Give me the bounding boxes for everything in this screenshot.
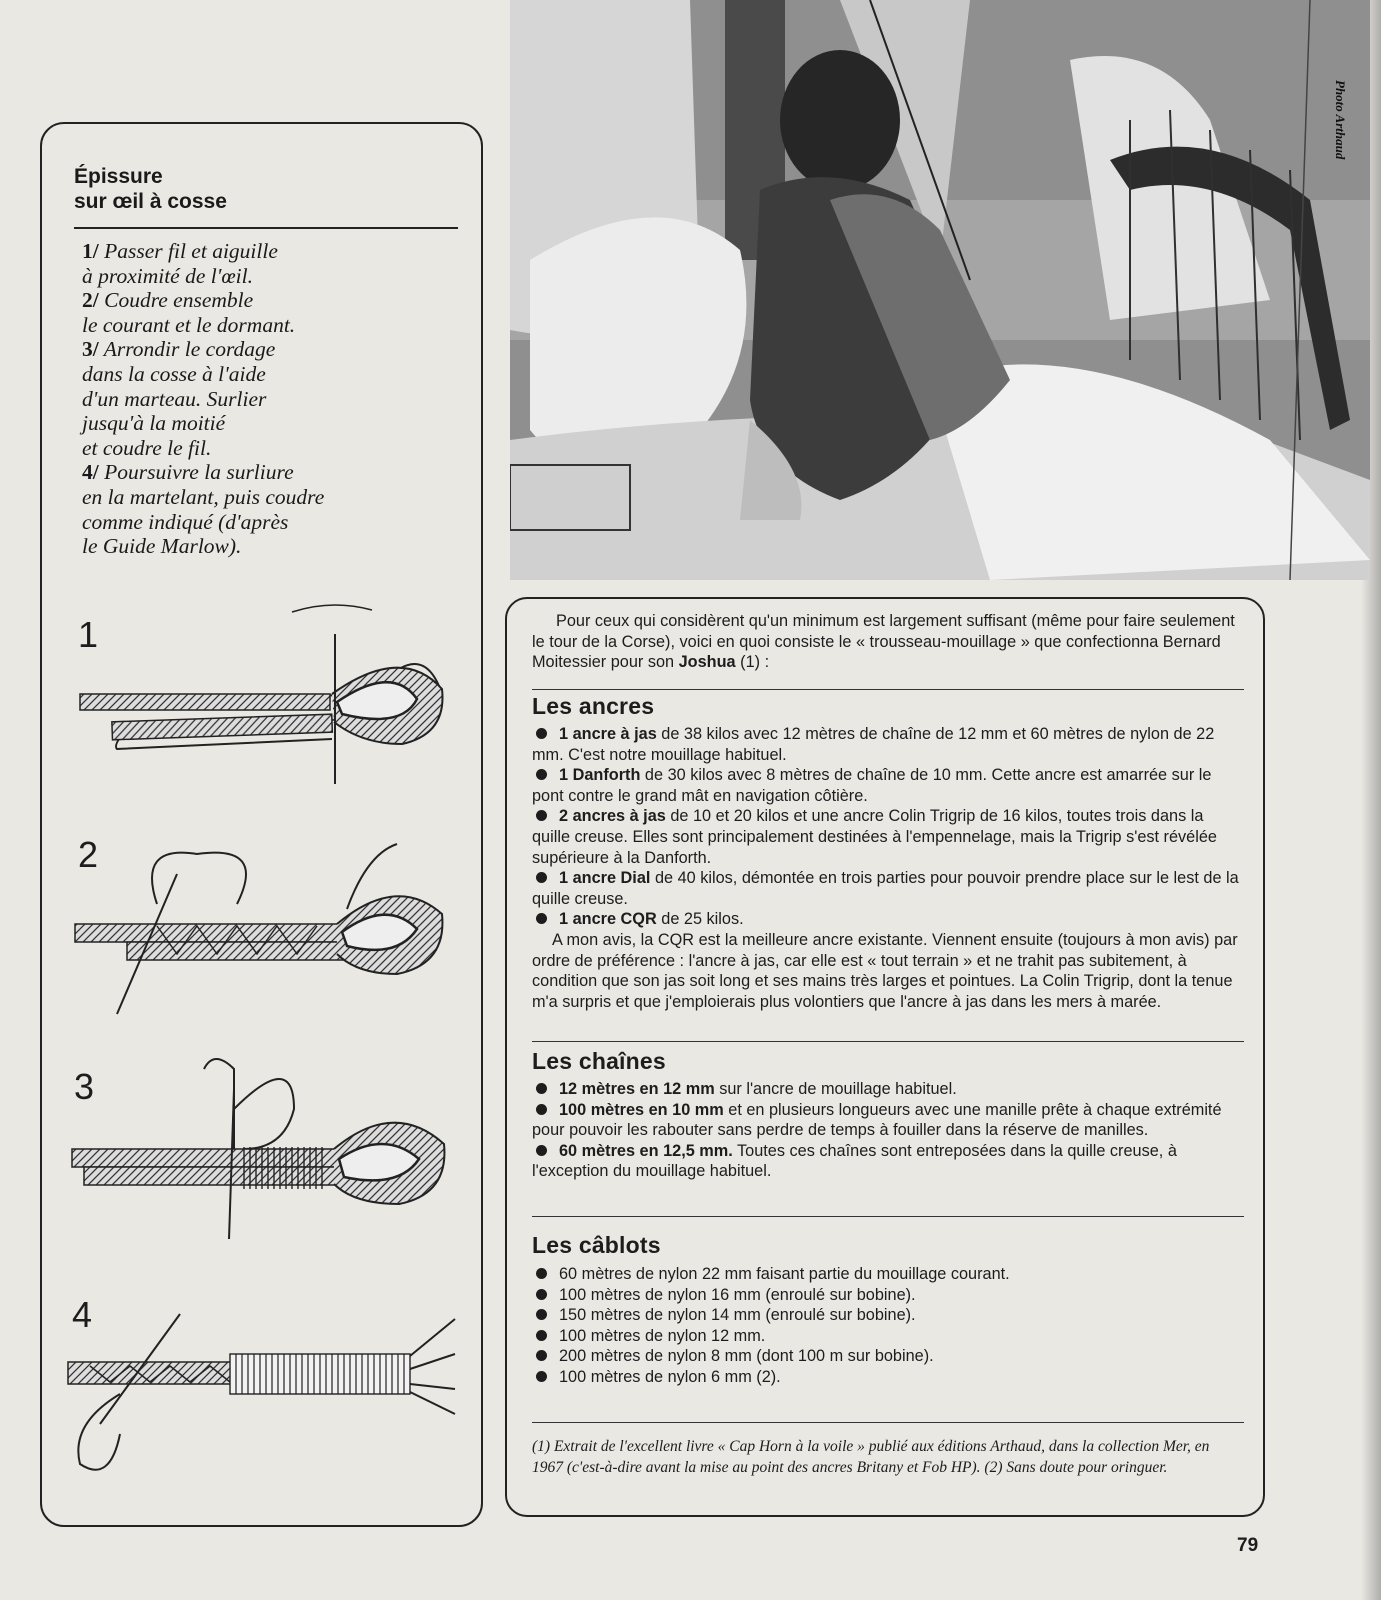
page-number: 79	[1237, 1535, 1259, 1556]
bullet-icon	[536, 1289, 547, 1300]
ancre-item-name: 1 Danforth	[559, 766, 641, 785]
step-4	[82, 460, 422, 558]
bullet-icon	[536, 913, 547, 924]
ancre-item-name: 1 ancre CQR	[559, 910, 657, 929]
ancre-item	[532, 868, 1244, 909]
splice-title-line2: sur œil à cosse	[74, 190, 227, 213]
bullet-icon	[536, 1309, 547, 1320]
chaines-list	[532, 1079, 1244, 1182]
bullet-icon	[536, 1145, 547, 1156]
ancre-item-text: de 25 kilos.	[656, 910, 744, 929]
splice-steps	[82, 239, 422, 559]
divider-footnote	[532, 1422, 1244, 1423]
bullet-icon	[536, 1330, 547, 1341]
cablot-item	[532, 1326, 1244, 1347]
divider-chaines	[532, 1041, 1244, 1042]
chaine-item-name: 60 mètres en 12,5 mm.	[559, 1141, 733, 1160]
cablot-item	[532, 1305, 1244, 1326]
splice-figure-2	[67, 814, 462, 1034]
photo-credit: Photo Arthaud	[1333, 80, 1348, 160]
chaine-item-name: 12 mètres en 12 mm	[559, 1080, 715, 1098]
cablot-item-text: 100 mètres de nylon 6 mm (2).	[559, 1367, 781, 1386]
bullet-icon	[536, 872, 547, 883]
step-2	[82, 288, 422, 337]
ancre-item-text: de 10 et 20 kilos et une ancre Colin Trigrip de 16 kilos, toutes trois dans la quille creuse. Elles sont principalement destinées à l'empennelage, mais la Trigrip s'est révélée supérieure à la Danforth.	[532, 807, 1217, 867]
ancre-item-text: de 38 kilos avec 12 mètres de chaîne de 12 mm et 60 mètres de nylon de 22 mm. C'est notre mouillage habituel.	[532, 725, 1215, 764]
ancre-item-name: 1 ancre à jas	[559, 725, 657, 743]
figure-number-4: 4	[72, 1294, 93, 1335]
chaine-item-name: 100 mètres en 10 mm	[559, 1100, 724, 1119]
step-1-text: Passer fil et aiguille à proximité de l'œil.	[82, 239, 278, 288]
cablot-item	[532, 1285, 1244, 1306]
ancres-opinion-paragraph: A mon avis, la CQR est la meilleure ancre existante. Viennent ensuite (toujours à mon avis) par ordre de préférence : l'ancre à jas, car elle est « tout terrain » et ne trahit pas subitement, à condition que son jas soit long et ses mains très larges et pointues. La Colin Trigrip, dont la tenue m'a surpris et que j'emploierais plus volontiers que l'ancre à jas dans les mers à marée.	[532, 930, 1238, 1011]
ancre-item	[532, 909, 1244, 930]
cablot-item-text: 100 mètres de nylon 12 mm.	[559, 1326, 766, 1345]
ancre-item-text: de 30 kilos avec 8 mètres de chaîne de 10 mm. Cette ancre est amarrée sur le pont contre le grand mât en navigation côtière.	[532, 766, 1212, 805]
cablot-item	[532, 1367, 1244, 1388]
section-title-ancres: Les ancres	[532, 693, 655, 719]
step-3-number: 3/	[82, 337, 99, 362]
ancre-item	[532, 806, 1244, 868]
splice-title-divider	[74, 227, 458, 229]
ancre-item-name: 1 ancre Dial	[559, 869, 651, 888]
splice-figure-4	[60, 1274, 460, 1494]
splice-title-line1: Épissure	[74, 165, 163, 188]
figure-number-1: 1	[78, 614, 99, 655]
chaine-item	[532, 1079, 1244, 1100]
cablot-item-text: 60 mètres de nylon 22 mm faisant partie du mouillage courant.	[559, 1265, 1010, 1283]
boat-name: Joshua	[678, 653, 736, 672]
bullet-icon	[536, 1268, 547, 1279]
bullet-icon	[536, 769, 547, 780]
step-4-text: Poursuivre la surliure en la martelant, puis coudre comme indiqué (d'après le Guide Marlow).	[82, 460, 325, 559]
intro-text: Pour ceux qui considèrent qu'un minimum est largement suffisant (même pour faire seulement le tour de la Corse), voici en quoi consiste le « trousseau-mouillage » que confectionna Bernard Moitessier pour son	[532, 612, 1235, 672]
chaine-item	[532, 1100, 1244, 1141]
step-3	[82, 337, 422, 460]
mooring-panel	[505, 597, 1265, 1517]
ancre-item-text: de 40 kilos, démontée en trois parties pour pouvoir prendre place sur le lest de la quille creuse.	[532, 869, 1239, 908]
step-3-text: Arrondir le cordage dans la cosse à l'aide d'un marteau. Surlier jusqu'à la moitié et coudre le fil.	[82, 337, 276, 460]
splice-figure-3	[64, 1049, 464, 1259]
cablot-item-text: 200 mètres de nylon 8 mm (dont 100 m sur bobine).	[559, 1347, 934, 1366]
chaine-item-text: et en plusieurs longueurs avec une manille prête à chaque extrémité pour pouvoir les rabouter sans perdre de temps à fouiller dans la réserve de manilles.	[532, 1100, 1222, 1140]
bullet-icon	[536, 1104, 547, 1115]
intro-paragraph	[532, 611, 1244, 673]
splice-figure-1	[72, 594, 462, 794]
step-1	[82, 239, 422, 288]
divider-ancres	[532, 689, 1244, 690]
section-title-cablots: Les câblots	[532, 1232, 661, 1258]
step-2-text: Coudre ensemble le courant et le dormant.	[82, 288, 296, 337]
step-4-number: 4/	[82, 460, 99, 485]
step-2-number: 2/	[82, 288, 99, 313]
ancres-list	[532, 724, 1244, 1012]
figure-number-2: 2	[78, 834, 99, 875]
cablot-item	[532, 1264, 1244, 1285]
bullet-icon	[536, 1083, 547, 1094]
figure-number-3: 3	[74, 1066, 95, 1107]
bullet-icon	[536, 728, 547, 739]
chaine-item	[532, 1141, 1244, 1182]
chaine-item-text: Toutes ces chaînes sont entreposées dans la quille creuse, à l'exception du mouillage habituel.	[532, 1141, 1177, 1181]
cablot-item-text: 150 mètres de nylon 14 mm (enroulé sur bobine).	[559, 1306, 916, 1325]
cablots-list	[532, 1264, 1244, 1388]
step-1-number: 1/	[82, 239, 99, 263]
photo-sailor-splicing	[510, 0, 1370, 580]
bullet-icon	[536, 1371, 547, 1382]
intro-text-end: (1) :	[735, 653, 770, 672]
photo-illustration	[510, 0, 1370, 580]
divider-cablots	[532, 1216, 1244, 1217]
cablot-item	[532, 1346, 1244, 1367]
cablot-item-text: 100 mètres de nylon 16 mm (enroulé sur bobine).	[559, 1285, 916, 1304]
splice-panel	[40, 122, 483, 1527]
chaine-item-text: sur l'ancre de mouillage habituel.	[714, 1080, 957, 1098]
ancre-item	[532, 765, 1244, 806]
bullet-icon	[536, 810, 547, 821]
section-title-chaines: Les chaînes	[532, 1048, 666, 1074]
ancre-item-name: 2 ancres à jas	[559, 807, 666, 826]
bullet-icon	[536, 1350, 547, 1361]
ancre-item	[532, 724, 1244, 765]
splice-title	[74, 164, 227, 214]
footnote: (1) Extrait de l'excellent livre « Cap Horn à la voile » publié aux éditions Arthaud, dans la collection Mer, en 1967 (c'est-à-dire avant la mise au point des ancres Britany et Fob HP). (2) Sans doute pour oringuer.	[532, 1438, 1210, 1476]
